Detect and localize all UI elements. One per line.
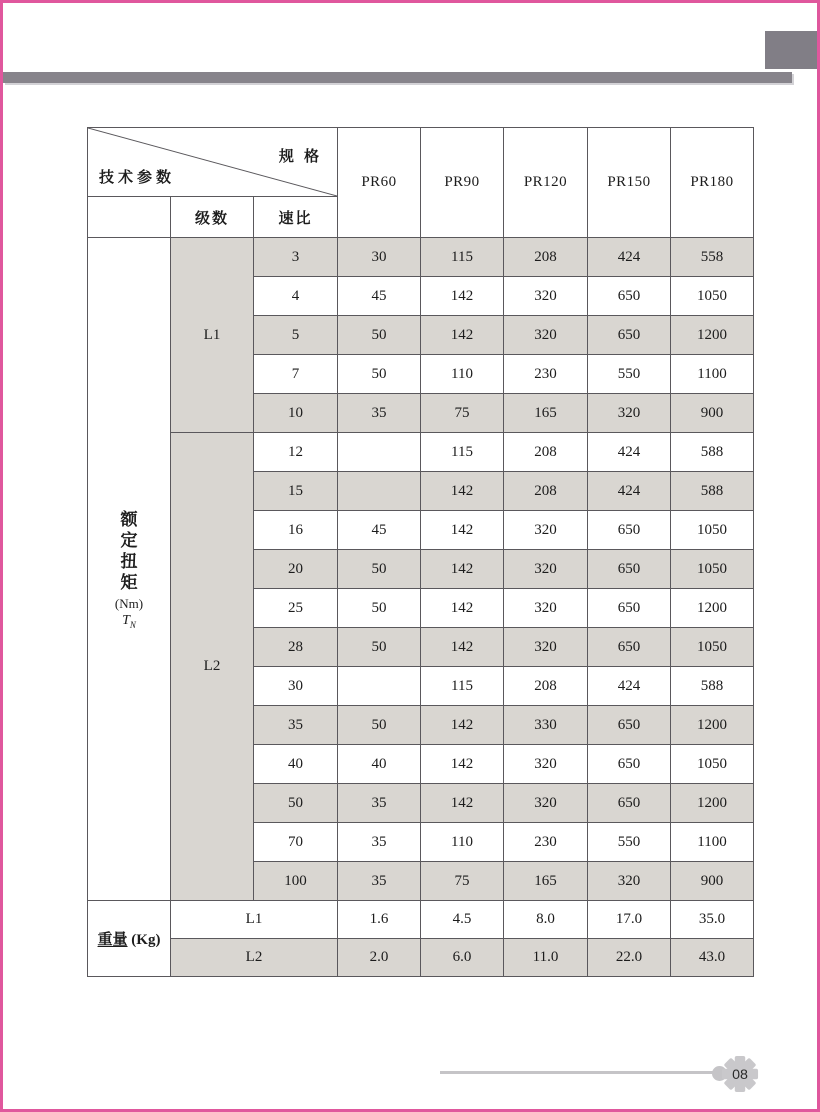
value-cell: 320 [588,394,671,433]
value-cell: 1100 [671,823,754,862]
param-header-label: 技术参数 [99,169,176,186]
value-cell: 45 [338,277,421,316]
ratio-cell: 50 [254,784,338,823]
value-cell: 650 [588,589,671,628]
value-cell: 50 [338,355,421,394]
value-cell: 320 [504,511,588,550]
model-header-pr120: PR120 [504,128,588,238]
ratio-cell: 20 [254,550,338,589]
value-cell: 43.0 [671,939,754,977]
value-cell: 1050 [671,277,754,316]
value-cell: 424 [588,472,671,511]
value-cell: 30 [338,238,421,277]
value-cell: 208 [504,433,588,472]
value-cell: 50 [338,589,421,628]
value-cell: 45 [338,511,421,550]
value-cell: 230 [504,823,588,862]
value-cell: 320 [588,862,671,901]
stage-header-cell: 级数 [171,197,254,238]
value-cell: 320 [504,628,588,667]
value-cell: 1050 [671,550,754,589]
ratio-cell: 35 [254,706,338,745]
value-cell: 650 [588,628,671,667]
value-cell: 35 [338,394,421,433]
value-cell: 1200 [671,784,754,823]
value-cell: 142 [421,277,504,316]
value-cell: 550 [588,823,671,862]
value-cell: 1200 [671,316,754,355]
value-cell: 35 [338,784,421,823]
weight-unit: (Kg) [131,932,161,948]
value-cell: 142 [421,316,504,355]
model-header-pr180: PR180 [671,128,754,238]
value-cell: 50 [338,628,421,667]
value-cell: 35.0 [671,901,754,939]
value-cell: 75 [421,394,504,433]
value-cell: 320 [504,316,588,355]
value-cell: 110 [421,823,504,862]
value-cell: 115 [421,667,504,706]
value-cell: 1050 [671,511,754,550]
value-cell: 650 [588,550,671,589]
value-cell: 1050 [671,745,754,784]
value-cell: 8.0 [504,901,588,939]
value-cell: 1100 [671,355,754,394]
value-cell: 1050 [671,628,754,667]
value-cell: 650 [588,511,671,550]
value-cell: 650 [588,784,671,823]
model-header-pr90: PR90 [421,128,504,238]
value-cell: 115 [421,433,504,472]
ratio-cell: 7 [254,355,338,394]
value-cell: 424 [588,433,671,472]
ratio-cell: 16 [254,511,338,550]
weight-label: 重量 [97,932,128,948]
ratio-cell: 100 [254,862,338,901]
ratio-cell: 4 [254,277,338,316]
value-cell: 650 [588,316,671,355]
value-cell: 208 [504,472,588,511]
value-cell: 142 [421,550,504,589]
value-cell: 900 [671,862,754,901]
value-cell: 550 [588,355,671,394]
ratio-cell: 15 [254,472,338,511]
value-cell: 424 [588,238,671,277]
value-cell: 142 [421,589,504,628]
value-cell: 22.0 [588,939,671,977]
value-cell: 75 [421,862,504,901]
value-cell: 115 [421,238,504,277]
weight-stage-cell: L1 [171,901,338,939]
value-cell: 1.6 [338,901,421,939]
value-cell: 142 [421,745,504,784]
value-cell: 424 [588,667,671,706]
value-cell: 50 [338,316,421,355]
torque-unit: (Nm) [114,595,144,611]
ratio-cell: 28 [254,628,338,667]
value-cell: 165 [504,394,588,433]
torque-label-vertical: 额定扭矩 [120,509,138,592]
value-cell: 588 [671,472,754,511]
value-cell: 320 [504,277,588,316]
value-cell: 50 [338,550,421,589]
ratio-header-cell: 速比 [254,197,338,238]
page-number: 08 [732,1067,748,1084]
value-cell: 588 [671,667,754,706]
stage-cell-l1: L1 [171,238,254,433]
ratio-cell: 70 [254,823,338,862]
value-cell: 142 [421,706,504,745]
value-cell: 900 [671,394,754,433]
torque-symbol: $T_N$ [122,612,136,630]
value-cell: 588 [671,433,754,472]
value-cell: 650 [588,706,671,745]
value-cell: 11.0 [504,939,588,977]
value-cell: 110 [421,355,504,394]
value-cell: 142 [421,511,504,550]
ratio-cell: 30 [254,667,338,706]
ratio-cell: 3 [254,238,338,277]
value-cell: 650 [588,277,671,316]
value-cell: 320 [504,550,588,589]
value-cell: 320 [504,745,588,784]
value-cell: 17.0 [588,901,671,939]
stage-cell-l2: L2 [171,433,254,901]
ratio-cell: 40 [254,745,338,784]
value-cell: 650 [588,745,671,784]
value-cell: 40 [338,745,421,784]
value-cell: 1200 [671,706,754,745]
ratio-cell: 10 [254,394,338,433]
value-cell: 558 [671,238,754,277]
value-cell: 330 [504,706,588,745]
value-cell: 320 [504,784,588,823]
value-cell: 142 [421,628,504,667]
value-cell: 142 [421,784,504,823]
model-header-pr60: PR60 [338,128,421,238]
value-cell: 2.0 [338,939,421,977]
value-cell: 208 [504,667,588,706]
value-cell: 165 [504,862,588,901]
value-cell: 142 [421,472,504,511]
spec-header-label: 规 格 [278,148,322,165]
weight-stage-cell: L2 [171,939,338,977]
value-cell: 35 [338,862,421,901]
value-cell: 208 [504,238,588,277]
value-cell: 320 [504,589,588,628]
ratio-cell: 25 [254,589,338,628]
model-header-pr150: PR150 [588,128,671,238]
value-cell: 6.0 [421,939,504,977]
value-cell: 4.5 [421,901,504,939]
value-cell: 35 [338,823,421,862]
value-cell: 230 [504,355,588,394]
ratio-cell: 12 [254,433,338,472]
value-cell: 50 [338,706,421,745]
ratio-cell: 5 [254,316,338,355]
value-cell: 1200 [671,589,754,628]
